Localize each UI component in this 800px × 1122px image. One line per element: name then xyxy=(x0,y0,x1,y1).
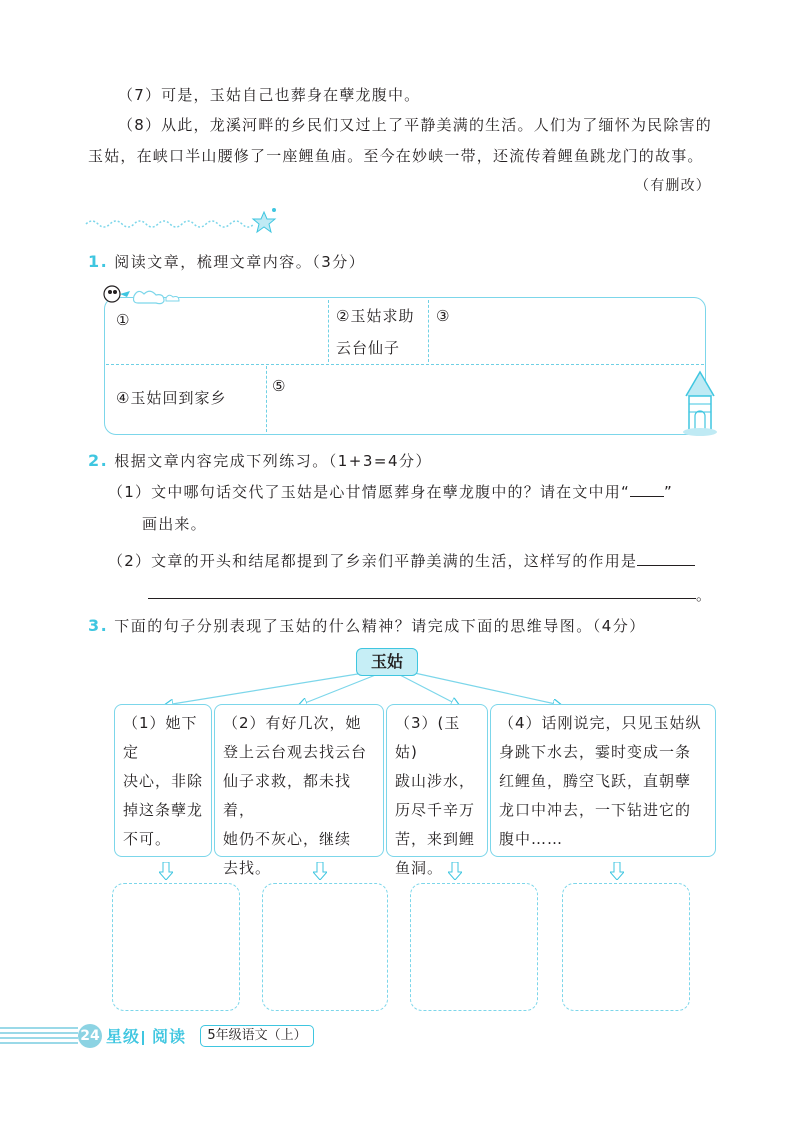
brand-logo xyxy=(106,1024,186,1047)
cell-3: ③ xyxy=(436,307,451,325)
grade-label: 5年级语文（上） xyxy=(200,1025,314,1047)
brand-text-2: 阅读 xyxy=(152,1027,187,1046)
sentence-line: 决心，非除 xyxy=(123,772,204,790)
page-number: 24 xyxy=(78,1024,102,1048)
sentence-line: 跋山涉水， xyxy=(395,772,476,790)
q2-sub2-end: 。 xyxy=(696,586,713,604)
q2-sub2-text: （2）文章的开头和结尾都提到了乡亲们平静美满的生活，这样写的作用是 xyxy=(108,552,638,570)
answer-box-1[interactable] xyxy=(112,883,240,1011)
sentence-line: （3）(玉姑) xyxy=(395,714,461,761)
sentence-line: 鱼洞。 xyxy=(395,859,444,877)
question-1-text: 阅读文章，梳理文章内容。（3分） xyxy=(114,253,366,271)
sentence-line: （1）她下定 xyxy=(123,714,198,761)
sentence-box-1 xyxy=(114,704,212,857)
edit-note: （有删改） xyxy=(635,178,711,194)
open-quote: “ xyxy=(620,483,630,501)
q2-sub1-line2: 画出来。 xyxy=(142,515,207,533)
sentence-box-3 xyxy=(386,704,488,877)
question-3-number: 3. xyxy=(88,616,109,635)
q2-sub1-text: （1）文中哪句话交代了玉姑是心甘情愿葬身在孽龙腹中的？请在文中用 xyxy=(108,483,621,501)
cell-2-line2: 云台仙子 xyxy=(336,339,401,357)
footer-stripes xyxy=(0,1027,78,1045)
question-2-text: 根据文章内容完成下列练习。（1+3=4分） xyxy=(114,452,432,470)
answer-box-3[interactable] xyxy=(410,883,538,1011)
sentence-box-2 xyxy=(214,704,384,877)
sentence-line: 龙口中冲去，一下钻进它的 xyxy=(499,801,692,819)
cell-5: ⑤ xyxy=(272,377,287,395)
question-3-text: 下面的句子分别表现了玉姑的什么精神？请完成下面的思维导图。（4分） xyxy=(114,617,646,635)
sentence-line: 红鲤鱼，腾空飞跃，直朝孽 xyxy=(499,772,692,790)
paragraph-8-line1: （8）从此，龙溪河畔的乡民们又过上了平静美满的生活。人们为了缅怀为民除害的 xyxy=(118,116,712,134)
paragraph-8-line2: 玉姑，在峡口半山腰修了一座鲤鱼庙。至今在妙峡一带，还流传着鲤鱼跳龙门的故事。 xyxy=(88,147,704,165)
sentence-line: 掉这条孽龙 xyxy=(123,801,204,819)
question-2-number: 2. xyxy=(88,451,109,470)
sentence-line: 她仍不灰心，继续 xyxy=(223,830,352,848)
sentence-line: 登上云台观去找云台 xyxy=(223,743,368,761)
down-arrow-icon xyxy=(610,862,624,880)
sentence-line: 去找。 xyxy=(223,859,272,877)
sentence-line: 身跳下水去，霎时变成一条 xyxy=(499,743,692,761)
cell-1: ① xyxy=(116,311,131,329)
question-1-number: 1. xyxy=(88,252,109,271)
sentence-line: （2）有好几次，她 xyxy=(223,714,362,732)
down-arrow-icon xyxy=(159,862,173,880)
down-arrow-icon xyxy=(313,862,327,880)
sentence-box-4 xyxy=(490,704,716,857)
sentence-line: 腹中…… xyxy=(499,830,564,848)
answer-box-2[interactable] xyxy=(262,883,388,1011)
mindmap-center-node: 玉姑 xyxy=(356,648,418,676)
sentence-line: 仙子求救，都未找着， xyxy=(223,772,352,819)
sentence-line: 不可。 xyxy=(123,830,172,848)
answer-box-4[interactable] xyxy=(562,883,690,1011)
close-quote: ” xyxy=(663,483,673,501)
paragraph-7: （7）可是，玉姑自己也葬身在孽龙腹中。 xyxy=(118,86,421,104)
cell-4: ④玉姑回到家乡 xyxy=(116,389,227,407)
sentence-line: 苦，来到鲤 xyxy=(395,830,476,848)
down-arrow-icon xyxy=(448,862,462,880)
cell-2-line1: ②玉姑求助 xyxy=(336,307,415,325)
sentence-line: （4）话刚说完，只见玉姑纵 xyxy=(499,714,702,732)
brand-text-1: 星级 xyxy=(106,1027,141,1046)
sentence-line: 历尽千辛万 xyxy=(395,801,476,819)
